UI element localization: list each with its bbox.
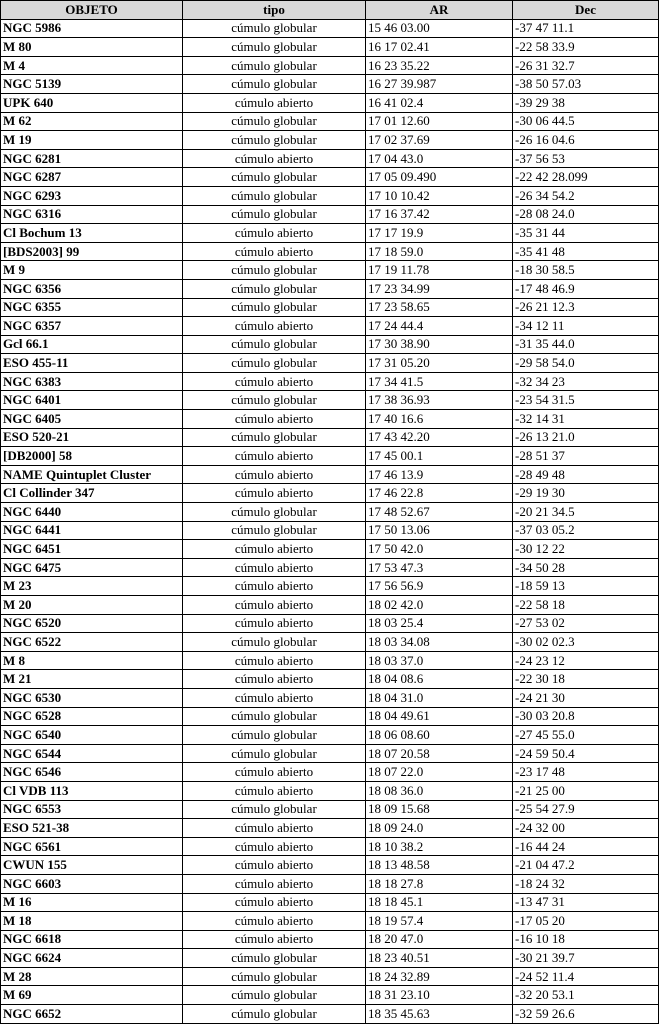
- cell-tipo: cúmulo globular: [183, 112, 366, 131]
- table-row: [1, 391, 659, 410]
- cell-ar: 18 31 23.10: [366, 986, 513, 1005]
- cell-dec: -26 13 21.0: [513, 428, 659, 447]
- table-row: [1, 614, 659, 633]
- cell-tipo: cúmulo abierto: [183, 912, 366, 931]
- cell-dec: -34 12 11: [513, 317, 659, 336]
- cell-objeto: NGC 6475: [1, 558, 183, 577]
- cell-dec: -13 47 31: [513, 893, 659, 912]
- cell-tipo: cúmulo globular: [183, 428, 366, 447]
- cell-dec: -28 51 37: [513, 447, 659, 466]
- cell-tipo: cúmulo abierto: [183, 484, 366, 503]
- table-body: [1, 19, 659, 1023]
- cell-tipo: cúmulo abierto: [183, 837, 366, 856]
- cell-dec: -18 24 32: [513, 874, 659, 893]
- table-row: [1, 688, 659, 707]
- table-row: [1, 372, 659, 391]
- table-row: [1, 930, 659, 949]
- column-header-tipo: tipo: [183, 1, 366, 20]
- cell-ar: 17 23 58.65: [366, 298, 513, 317]
- cell-dec: -35 41 48: [513, 242, 659, 261]
- cell-objeto: NGC 6383: [1, 372, 183, 391]
- cell-dec: -22 58 33.9: [513, 38, 659, 57]
- cell-tipo: cúmulo globular: [183, 38, 366, 57]
- cell-tipo: cúmulo abierto: [183, 930, 366, 949]
- cell-tipo: cúmulo globular: [183, 19, 366, 38]
- cell-tipo: cúmulo globular: [183, 503, 366, 522]
- cell-tipo: cúmulo globular: [183, 186, 366, 205]
- cell-tipo: cúmulo globular: [183, 131, 366, 150]
- cell-tipo: cúmulo globular: [183, 707, 366, 726]
- cell-tipo: cúmulo abierto: [183, 447, 366, 466]
- cell-objeto: ESO 455-11: [1, 354, 183, 373]
- cell-ar: 18 18 45.1: [366, 893, 513, 912]
- table-row: [1, 596, 659, 615]
- table-row: [1, 1005, 659, 1024]
- cell-tipo: cúmulo abierto: [183, 596, 366, 615]
- table-row: [1, 707, 659, 726]
- cell-ar: 16 17 02.41: [366, 38, 513, 57]
- cell-dec: -22 30 18: [513, 670, 659, 689]
- table-row: [1, 800, 659, 819]
- cell-objeto: NGC 6540: [1, 726, 183, 745]
- cell-objeto: M 4: [1, 56, 183, 75]
- cell-objeto: NGC 6281: [1, 149, 183, 168]
- cell-ar: 18 23 40.51: [366, 949, 513, 968]
- cell-tipo: cúmulo globular: [183, 168, 366, 187]
- cell-objeto: NGC 6293: [1, 186, 183, 205]
- column-header-ar: AR: [366, 1, 513, 20]
- cell-dec: -32 34 23: [513, 372, 659, 391]
- cell-dec: -32 14 31: [513, 410, 659, 429]
- table-row: [1, 410, 659, 429]
- cell-objeto: NGC 6618: [1, 930, 183, 949]
- column-header-objeto: OBJETO: [1, 1, 183, 20]
- cell-ar: 18 03 37.0: [366, 651, 513, 670]
- cell-objeto: [BDS2003] 99: [1, 242, 183, 261]
- cell-ar: 18 03 25.4: [366, 614, 513, 633]
- cell-objeto: NGC 6355: [1, 298, 183, 317]
- table-row: [1, 837, 659, 856]
- table-row: [1, 428, 659, 447]
- cell-dec: -26 31 32.7: [513, 56, 659, 75]
- cell-tipo: cúmulo abierto: [183, 874, 366, 893]
- cell-tipo: cúmulo abierto: [183, 670, 366, 689]
- cell-tipo: cúmulo abierto: [183, 149, 366, 168]
- cell-dec: -27 45 55.0: [513, 726, 659, 745]
- cell-objeto: M 16: [1, 893, 183, 912]
- cell-ar: 17 50 13.06: [366, 521, 513, 540]
- table-row: [1, 317, 659, 336]
- cell-tipo: cúmulo abierto: [183, 614, 366, 633]
- cell-dec: -28 08 24.0: [513, 205, 659, 224]
- cell-tipo: cúmulo globular: [183, 986, 366, 1005]
- cell-ar: 17 18 59.0: [366, 242, 513, 261]
- table-row: [1, 131, 659, 150]
- cell-ar: 17 45 00.1: [366, 447, 513, 466]
- cell-objeto: NGC 6405: [1, 410, 183, 429]
- cell-ar: 16 41 02.4: [366, 93, 513, 112]
- cell-objeto: M 18: [1, 912, 183, 931]
- cell-tipo: cúmulo abierto: [183, 372, 366, 391]
- cell-dec: -21 25 00: [513, 781, 659, 800]
- table-row: [1, 744, 659, 763]
- cell-dec: -21 04 47.2: [513, 856, 659, 875]
- cell-objeto: NGC 6624: [1, 949, 183, 968]
- cell-objeto: NGC 6522: [1, 633, 183, 652]
- cell-dec: -25 54 27.9: [513, 800, 659, 819]
- cell-dec: -17 05 20: [513, 912, 659, 931]
- cell-dec: -34 50 28: [513, 558, 659, 577]
- cell-objeto: NGC 5986: [1, 19, 183, 38]
- cell-objeto: M 8: [1, 651, 183, 670]
- cell-ar: 18 06 08.60: [366, 726, 513, 745]
- cell-tipo: cúmulo globular: [183, 354, 366, 373]
- cell-dec: -35 31 44: [513, 224, 659, 243]
- cell-objeto: NGC 5139: [1, 75, 183, 94]
- cell-dec: -16 44 24: [513, 837, 659, 856]
- cell-objeto: Cl VDB 113: [1, 781, 183, 800]
- table-header: [1, 1, 659, 20]
- table-row: [1, 261, 659, 280]
- cell-ar: 18 10 38.2: [366, 837, 513, 856]
- table-row: [1, 93, 659, 112]
- table-row: [1, 986, 659, 1005]
- cell-ar: 18 04 31.0: [366, 688, 513, 707]
- table-row: [1, 186, 659, 205]
- cell-ar: 18 18 27.8: [366, 874, 513, 893]
- cell-dec: -20 21 34.5: [513, 503, 659, 522]
- cell-tipo: cúmulo globular: [183, 75, 366, 94]
- cell-ar: 17 31 05.20: [366, 354, 513, 373]
- column-header-dec: Dec: [513, 1, 659, 20]
- table-row: [1, 205, 659, 224]
- cell-ar: 18 35 45.63: [366, 1005, 513, 1024]
- cell-ar: 17 48 52.67: [366, 503, 513, 522]
- table-row: [1, 447, 659, 466]
- table-row: [1, 912, 659, 931]
- cell-tipo: cúmulo abierto: [183, 242, 366, 261]
- cell-objeto: ESO 520-21: [1, 428, 183, 447]
- cell-objeto: NGC 6652: [1, 1005, 183, 1024]
- cell-ar: 18 09 15.68: [366, 800, 513, 819]
- cell-objeto: [DB2000] 58: [1, 447, 183, 466]
- cell-ar: 17 30 38.90: [366, 335, 513, 354]
- cell-dec: -30 21 39.7: [513, 949, 659, 968]
- table-row: [1, 670, 659, 689]
- table-row: [1, 949, 659, 968]
- table-row: [1, 521, 659, 540]
- table-row: [1, 335, 659, 354]
- cell-ar: 18 24 32.89: [366, 967, 513, 986]
- cell-ar: 17 40 16.6: [366, 410, 513, 429]
- cell-tipo: cúmulo globular: [183, 335, 366, 354]
- table-row: [1, 484, 659, 503]
- table-row: [1, 465, 659, 484]
- cell-ar: 17 50 42.0: [366, 540, 513, 559]
- cell-tipo: cúmulo globular: [183, 949, 366, 968]
- cell-objeto: NGC 6520: [1, 614, 183, 633]
- cell-objeto: M 23: [1, 577, 183, 596]
- cell-dec: -24 21 30: [513, 688, 659, 707]
- cell-ar: 17 53 47.3: [366, 558, 513, 577]
- cell-objeto: NGC 6546: [1, 763, 183, 782]
- cell-objeto: NGC 6440: [1, 503, 183, 522]
- cell-objeto: M 9: [1, 261, 183, 280]
- cell-objeto: NGC 6451: [1, 540, 183, 559]
- table-row: [1, 558, 659, 577]
- cell-tipo: cúmulo globular: [183, 800, 366, 819]
- cell-ar: 17 23 34.99: [366, 279, 513, 298]
- cell-objeto: ESO 521-38: [1, 819, 183, 838]
- cell-ar: 17 24 44.4: [366, 317, 513, 336]
- cell-dec: -30 12 22: [513, 540, 659, 559]
- cell-dec: -23 17 48: [513, 763, 659, 782]
- cell-tipo: cúmulo abierto: [183, 317, 366, 336]
- table-row: [1, 893, 659, 912]
- cell-dec: -18 30 58.5: [513, 261, 659, 280]
- table-row: [1, 56, 659, 75]
- cell-ar: 18 04 08.6: [366, 670, 513, 689]
- cell-tipo: cúmulo abierto: [183, 688, 366, 707]
- cell-dec: -24 52 11.4: [513, 967, 659, 986]
- cell-tipo: cúmulo globular: [183, 1005, 366, 1024]
- cell-ar: 17 01 12.60: [366, 112, 513, 131]
- cell-tipo: cúmulo globular: [183, 279, 366, 298]
- cell-objeto: M 80: [1, 38, 183, 57]
- cell-tipo: cúmulo abierto: [183, 893, 366, 912]
- cell-tipo: cúmulo abierto: [183, 763, 366, 782]
- cell-ar: 17 38 36.93: [366, 391, 513, 410]
- cell-ar: 18 07 22.0: [366, 763, 513, 782]
- cell-tipo: cúmulo globular: [183, 261, 366, 280]
- cell-dec: -22 42 28.099: [513, 168, 659, 187]
- cell-ar: 17 56 56.9: [366, 577, 513, 596]
- table-row: [1, 577, 659, 596]
- cell-dec: -39 29 38: [513, 93, 659, 112]
- table-row: [1, 242, 659, 261]
- table-row: [1, 224, 659, 243]
- cell-dec: -37 03 05.2: [513, 521, 659, 540]
- cell-ar: 18 02 42.0: [366, 596, 513, 615]
- table-row: [1, 874, 659, 893]
- table-row: [1, 856, 659, 875]
- table-row: [1, 540, 659, 559]
- cell-ar: 18 19 57.4: [366, 912, 513, 931]
- cell-ar: 16 23 35.22: [366, 56, 513, 75]
- table-row: [1, 354, 659, 373]
- cell-dec: -26 21 12.3: [513, 298, 659, 317]
- table-row: [1, 75, 659, 94]
- cell-ar: 17 16 37.42: [366, 205, 513, 224]
- cell-tipo: cúmulo globular: [183, 633, 366, 652]
- cell-dec: -22 58 18: [513, 596, 659, 615]
- cell-ar: 17 05 09.490: [366, 168, 513, 187]
- cell-dec: -29 58 54.0: [513, 354, 659, 373]
- cell-objeto: NGC 6357: [1, 317, 183, 336]
- table-row: [1, 967, 659, 986]
- cell-dec: -30 06 44.5: [513, 112, 659, 131]
- cell-objeto: NAME Quintuplet Cluster: [1, 465, 183, 484]
- table-row: [1, 149, 659, 168]
- cell-objeto: NGC 6356: [1, 279, 183, 298]
- table-row: [1, 112, 659, 131]
- cell-objeto: NGC 6603: [1, 874, 183, 893]
- cell-dec: -32 20 53.1: [513, 986, 659, 1005]
- cell-ar: 17 04 43.0: [366, 149, 513, 168]
- cell-dec: -37 47 11.1: [513, 19, 659, 38]
- cell-tipo: cúmulo globular: [183, 205, 366, 224]
- cell-ar: 17 17 19.9: [366, 224, 513, 243]
- cell-objeto: NGC 6530: [1, 688, 183, 707]
- cell-ar: 17 46 13.9: [366, 465, 513, 484]
- cell-tipo: cúmulo globular: [183, 56, 366, 75]
- cell-ar: 17 46 22.8: [366, 484, 513, 503]
- cell-ar: 17 43 42.20: [366, 428, 513, 447]
- cell-objeto: NGC 6528: [1, 707, 183, 726]
- cell-objeto: Cl Collinder 347: [1, 484, 183, 503]
- cell-tipo: cúmulo globular: [183, 521, 366, 540]
- cell-ar: 18 04 49.61: [366, 707, 513, 726]
- table-row: [1, 168, 659, 187]
- cell-objeto: Cl Bochum 13: [1, 224, 183, 243]
- cell-dec: -29 19 30: [513, 484, 659, 503]
- cell-objeto: M 69: [1, 986, 183, 1005]
- cell-dec: -32 59 26.6: [513, 1005, 659, 1024]
- table-row: [1, 819, 659, 838]
- cell-tipo: cúmulo globular: [183, 967, 366, 986]
- cell-dec: -31 35 44.0: [513, 335, 659, 354]
- table-row: [1, 651, 659, 670]
- cell-tipo: cúmulo globular: [183, 726, 366, 745]
- cell-objeto: NGC 6401: [1, 391, 183, 410]
- cell-ar: 18 09 24.0: [366, 819, 513, 838]
- cell-objeto: M 28: [1, 967, 183, 986]
- cell-tipo: cúmulo abierto: [183, 651, 366, 670]
- cell-ar: 17 19 11.78: [366, 261, 513, 280]
- cell-tipo: cúmulo abierto: [183, 410, 366, 429]
- cell-dec: -27 53 02: [513, 614, 659, 633]
- cell-dec: -30 02 02.3: [513, 633, 659, 652]
- cell-dec: -30 03 20.8: [513, 707, 659, 726]
- cell-objeto: NGC 6441: [1, 521, 183, 540]
- table-row: [1, 38, 659, 57]
- cell-objeto: Gcl 66.1: [1, 335, 183, 354]
- cell-tipo: cúmulo abierto: [183, 819, 366, 838]
- cell-dec: -37 56 53: [513, 149, 659, 168]
- table-row: [1, 19, 659, 38]
- cell-tipo: cúmulo abierto: [183, 781, 366, 800]
- table-row: [1, 503, 659, 522]
- cell-dec: -24 32 00: [513, 819, 659, 838]
- cell-objeto: NGC 6544: [1, 744, 183, 763]
- cell-tipo: cúmulo abierto: [183, 465, 366, 484]
- cell-dec: -17 48 46.9: [513, 279, 659, 298]
- cell-objeto: CWUN 155: [1, 856, 183, 875]
- cell-objeto: NGC 6287: [1, 168, 183, 187]
- cell-objeto: M 62: [1, 112, 183, 131]
- cell-dec: -23 54 31.5: [513, 391, 659, 410]
- cell-objeto: M 21: [1, 670, 183, 689]
- cell-tipo: cúmulo abierto: [183, 224, 366, 243]
- cell-ar: 17 34 41.5: [366, 372, 513, 391]
- cell-objeto: NGC 6316: [1, 205, 183, 224]
- cell-objeto: NGC 6553: [1, 800, 183, 819]
- header-row: [1, 1, 659, 20]
- table-row: [1, 298, 659, 317]
- cell-ar: 15 46 03.00: [366, 19, 513, 38]
- cell-ar: 17 10 10.42: [366, 186, 513, 205]
- cell-objeto: NGC 6561: [1, 837, 183, 856]
- cell-dec: -28 49 48: [513, 465, 659, 484]
- cell-tipo: cúmulo globular: [183, 391, 366, 410]
- cell-dec: -26 16 04.6: [513, 131, 659, 150]
- cell-objeto: UPK 640: [1, 93, 183, 112]
- cell-ar: 18 20 47.0: [366, 930, 513, 949]
- cell-tipo: cúmulo globular: [183, 744, 366, 763]
- cell-ar: 18 07 20.58: [366, 744, 513, 763]
- cell-dec: -24 59 50.4: [513, 744, 659, 763]
- cell-dec: -38 50 57.03: [513, 75, 659, 94]
- cell-dec: -26 34 54.2: [513, 186, 659, 205]
- table-row: [1, 781, 659, 800]
- cell-tipo: cúmulo abierto: [183, 558, 366, 577]
- cell-dec: -24 23 12: [513, 651, 659, 670]
- cell-ar: 18 08 36.0: [366, 781, 513, 800]
- cell-ar: 18 03 34.08: [366, 633, 513, 652]
- table-row: [1, 633, 659, 652]
- cell-objeto: M 20: [1, 596, 183, 615]
- cell-ar: 16 27 39.987: [366, 75, 513, 94]
- cell-ar: 18 13 48.58: [366, 856, 513, 875]
- table-row: [1, 763, 659, 782]
- table-row: [1, 279, 659, 298]
- cell-tipo: cúmulo abierto: [183, 577, 366, 596]
- cell-dec: -18 59 13: [513, 577, 659, 596]
- cell-tipo: cúmulo abierto: [183, 856, 366, 875]
- cell-tipo: cúmulo abierto: [183, 93, 366, 112]
- cell-ar: 17 02 37.69: [366, 131, 513, 150]
- cell-tipo: cúmulo globular: [183, 298, 366, 317]
- cell-dec: -16 10 18: [513, 930, 659, 949]
- cell-tipo: cúmulo abierto: [183, 540, 366, 559]
- cell-objeto: M 19: [1, 131, 183, 150]
- table-row: [1, 726, 659, 745]
